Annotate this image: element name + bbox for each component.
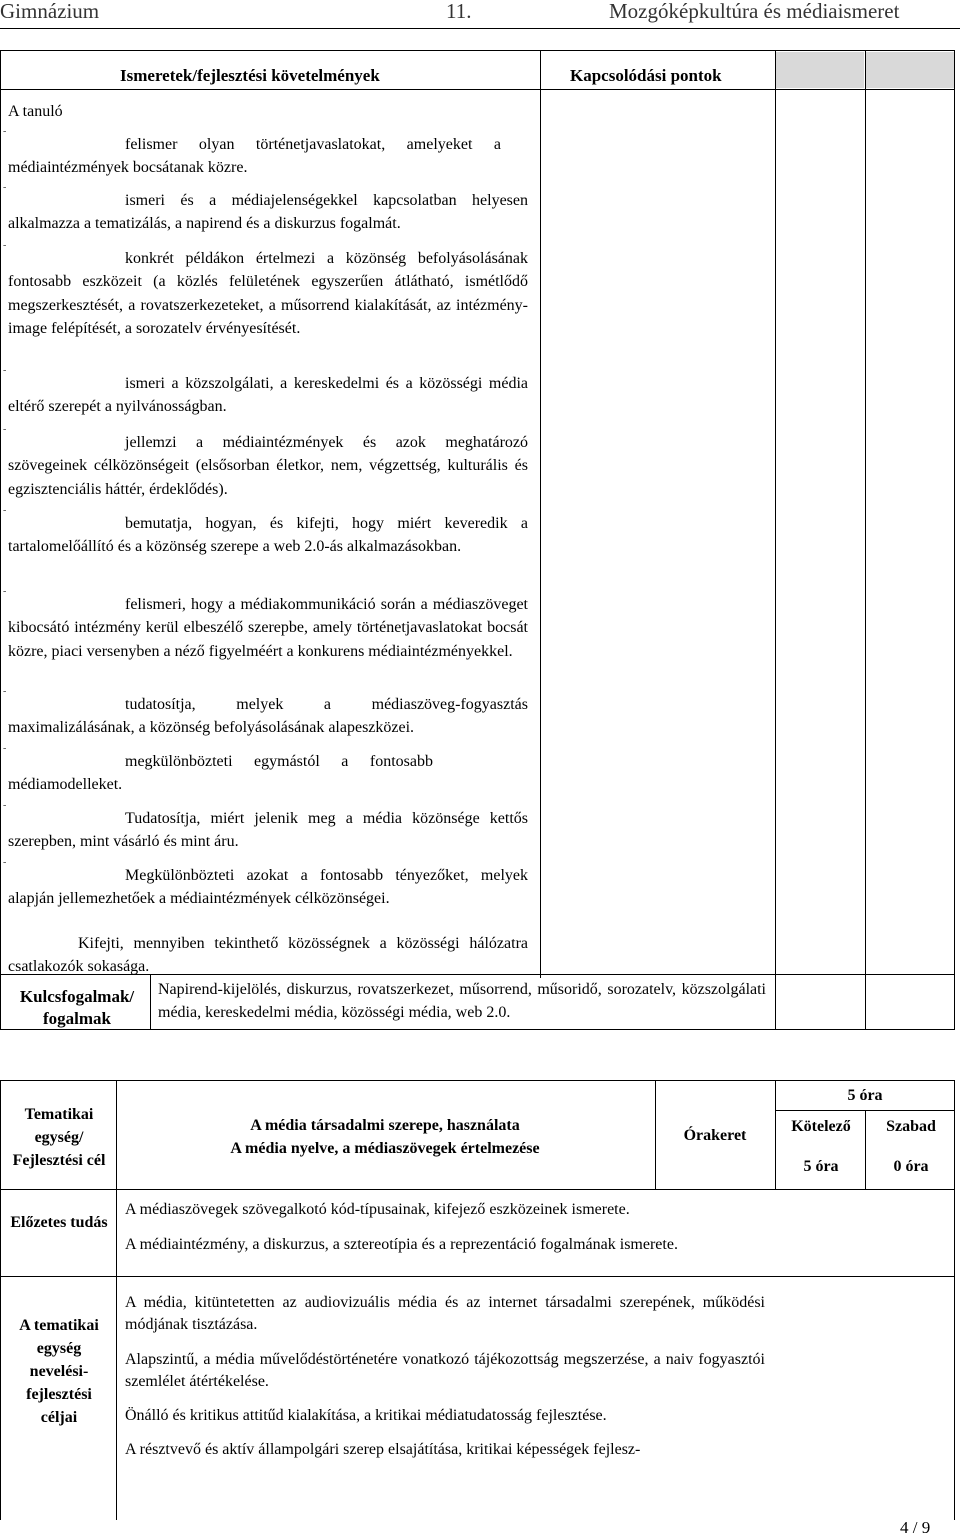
- table-rule: [0, 1080, 1, 1520]
- intro-text: A tanuló: [8, 103, 63, 120]
- list-dash: -: [3, 365, 7, 376]
- table-rule: [954, 1080, 955, 1520]
- list-item: Megkülönbözteti azokat a fontosabb tényezőket, melyek alapján jellemezhetőek a médiaintézmények célközönségei.: [8, 867, 528, 908]
- table-rule: [116, 1080, 117, 1520]
- header-subject: Mozgóképkultúra és médiaismeret: [609, 0, 900, 23]
- list-item: bemutatja, hogyan, és kifejti, hogy miért keveredik a tartalomelőállító és a közönség szerepe a web 2.0-ás alkalmazásokban.: [8, 515, 528, 556]
- table-rule: [150, 974, 151, 1030]
- col-requirements: Ismeretek/fejlesztési követelmények: [120, 66, 380, 85]
- list-item: tudatosítja, melyek a médiaszöveg-fogyasztás maximalizálásának, a közönség befolyásolásának alapeszközei.: [8, 696, 528, 737]
- list-dash: -: [3, 686, 7, 697]
- prior-label: Előzetes tudás: [10, 1214, 108, 1231]
- table-rule: [865, 1110, 866, 1190]
- col-links: Kapcsolódási pontok: [570, 66, 722, 85]
- header-grade: 11.: [446, 0, 472, 23]
- header-school: Gimnázium: [0, 0, 100, 23]
- goal-item: Önálló és kritikus attitűd kialakítása, a kritikai médiatudatosság fejlesztése.: [125, 1407, 607, 1424]
- table-rule: [954, 50, 955, 1030]
- table-rule: [0, 50, 1, 1030]
- list-dash: -: [3, 586, 7, 597]
- keywords-text: Napirend-kijelölés, diskurzus, rovatszerkezet, műsorrend, műsoridő, sorozatelv, közszolgálati média, kereskedelmi média, közösségi média, web 2.0.: [158, 981, 766, 1022]
- list-item: konkrét példákon értelmezi a közönség befolyásolásának fontosabb eszközeit (a közlés felületének egyszerűen átlátható, ismétlődő megszerkesztését, a rovatszerkezeteket, a műsorrend kialakítását, az intézmény-image felépítését, a sorozatelv érvényesítését.: [8, 250, 528, 338]
- page-header: [0, 0, 960, 26]
- header-rule: [0, 28, 960, 29]
- list-item: felismeri, hogy a médiakommunikáció során a médiaszöveget kibocsátó intézmény kerül elbeszélő szerepbe, amely történetjavaslatokat bocsát közre, piaci versenyben a néző figyelméért a konkurens médiaintézményekkel.: [8, 596, 528, 660]
- table-rule: [540, 50, 541, 978]
- unit-label: Tematikai egység/ Fejlesztési cél: [12, 1106, 106, 1169]
- list-dash: -: [3, 857, 7, 868]
- list-dash: -: [3, 126, 7, 137]
- table-rule: [0, 1276, 955, 1277]
- table-rule: [775, 1080, 776, 1190]
- free-label: Szabad: [886, 1118, 936, 1135]
- keywords-label: Kulcsfogalmak/ fogalmak: [19, 987, 135, 1028]
- mandatory-hours: 5 óra: [803, 1158, 839, 1175]
- extra-item: Kifejti, mennyiben tekinthető közösségnek a közösségi hálózatra csatlakozók sokasága.: [8, 935, 528, 976]
- table-rule: [655, 1080, 656, 1190]
- goal-item: A média, kitüntetetten az audiovizuális média és az internet társadalmi szerepének, működési módjának tisztázása.: [125, 1294, 765, 1333]
- shade-cell: [866, 52, 954, 88]
- list-item: ismeri a közszolgálati, a kereskedelmi és a közösségi média eltérő szerepét a nyilvánosságban.: [8, 375, 528, 416]
- page-number: 4 / 9: [900, 1518, 931, 1537]
- table-rule: [0, 1189, 955, 1190]
- list-dash: -: [3, 182, 7, 193]
- table-rule: [865, 50, 866, 1030]
- prior-item: A médiaszövegek szövegalkotó kód-típusainak, kifejező eszközeinek ismerete.: [125, 1201, 630, 1218]
- list-item: ismeri és a médiajelenségekkel kapcsolatban helyesen alkalmazza a tematizálás, a napirend és a diskurzus fogalmát.: [8, 192, 528, 233]
- list-dash: -: [3, 424, 7, 435]
- hours-total: 5 óra: [847, 1087, 883, 1104]
- list-item: megkülönbözteti egymástól a fontosabb médiamodelleket.: [8, 753, 433, 794]
- list-dash: -: [3, 743, 7, 754]
- unit-title: A média társadalmi szerepe, használata A média nyelve, a médiaszövegek értelmezése: [230, 1117, 540, 1157]
- free-hours: 0 óra: [893, 1158, 929, 1175]
- list-dash: -: [3, 240, 7, 251]
- goals-label: A tematikai egység nevelési-fejlesztési céljai: [19, 1317, 99, 1426]
- list-dash: -: [3, 505, 7, 516]
- goal-item: A résztvevő és aktív állampolgári szerep elsajátítása, kritikai képességek fejlesz-: [125, 1441, 641, 1458]
- list-item: felismer olyan történetjavaslatokat, amelyeket a médiaintézmények bocsátanak közre.: [8, 136, 501, 177]
- list-item: Tudatosítja, miért jelenik meg a média közönsége kettős szerepben, mint vásárló és mint áru.: [8, 810, 528, 851]
- list-dash: -: [3, 800, 7, 811]
- table-rule: [775, 50, 776, 1030]
- table-rule: [0, 1080, 955, 1081]
- mandatory-label: Kötelező: [791, 1118, 851, 1135]
- shade-cell: [776, 52, 864, 88]
- goal-item: Alapszintű, a média művelődéstörténetére vonatkozó tájékozottság megszerzése, a naiv fogyasztói szemlélet átértékelése.: [125, 1351, 765, 1390]
- list-item: jellemzi a médiaintézmények és azok meghatározó szövegeinek célközönségeit (elsősorban életkor, nem, végzettség, kulturális és egzisztenciális háttér, érdeklődés).: [8, 434, 528, 498]
- table-rule: [0, 50, 955, 51]
- table-rule: [0, 89, 955, 90]
- hours-label: Órakeret: [683, 1127, 747, 1144]
- prior-item: A médiaintézmény, a diskurzus, a sztereotípia és a reprezentáció fogalmának ismerete.: [125, 1236, 678, 1253]
